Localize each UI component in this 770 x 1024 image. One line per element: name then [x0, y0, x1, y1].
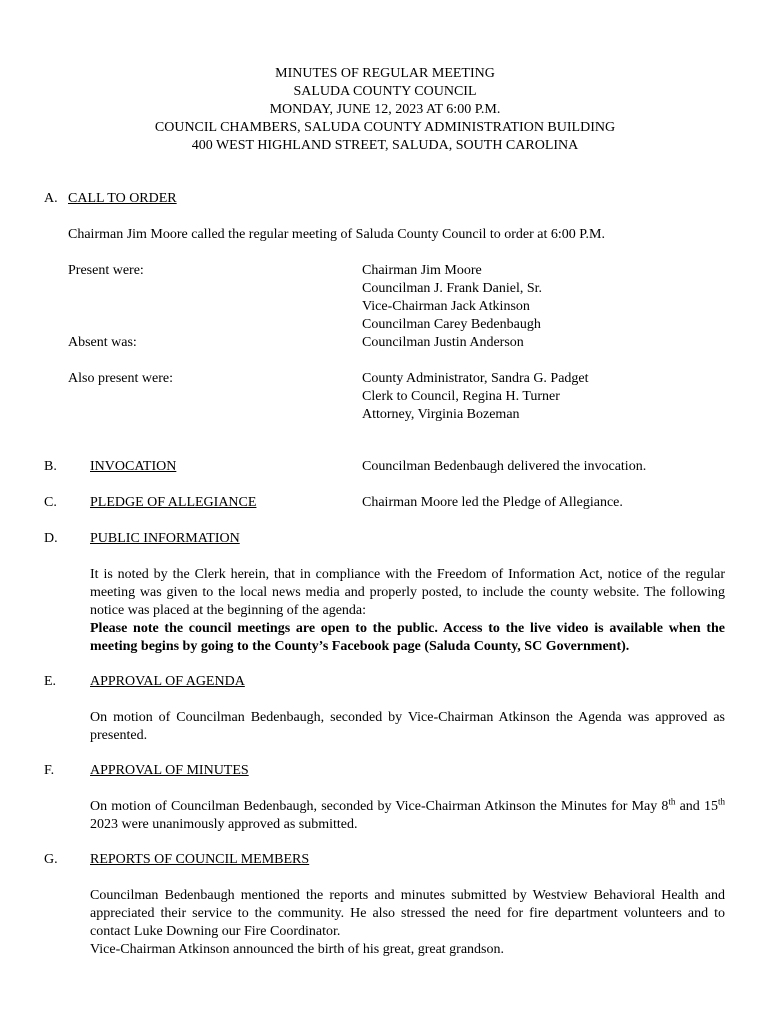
present-label: Present were:	[68, 263, 144, 278]
doc-title-line-3: MONDAY, JUNE 12, 2023 AT 6:00 P.M.	[269, 102, 501, 117]
present-member: Councilman Carey Bedenbaugh	[362, 317, 541, 332]
section-g-text: Councilman Bedenbaugh mentioned the reports and minutes submitted by Westview Behavioral Health and appreciated their service to the community. He also stressed the need for fire department volunteers and to contact Luke Downing our Fire Coordinator.	[90, 888, 725, 939]
also-present-member: Attorney, Virginia Bozeman	[362, 407, 520, 422]
section-b-text: Councilman Bedenbaugh delivered the invocation.	[362, 459, 647, 474]
doc-title-line-4: COUNCIL CHAMBERS, SALUDA COUNTY ADMINISTRATION BUILDING	[154, 120, 616, 135]
section-d-letter: D.	[44, 531, 58, 546]
section-c-text: Chairman Moore led the Pledge of Allegiance.	[362, 495, 623, 510]
section-d-notice: Please note the council meetings are open to the public. Access to the live video is available when the meeting begins by going to the County’s Facebook page (Saluda County, SC Government).	[90, 621, 725, 654]
section-c-letter: C.	[44, 495, 57, 510]
present-member: Vice-Chairman Jack Atkinson	[362, 299, 530, 314]
section-e-title: APPROVAL OF AGENDA	[90, 674, 245, 689]
section-a-title: CALL TO ORDER	[68, 191, 177, 206]
section-e-text: On motion of Councilman Bedenbaugh, seconded by Vice-Chairman Atkinson the Agenda was approved as presented.	[90, 710, 725, 743]
absent-label: Absent was:	[68, 335, 137, 350]
section-c-title: PLEDGE OF ALLEGIANCE	[90, 495, 257, 510]
section-f-text: On motion of Councilman Bedenbaugh, seconded by Vice-Chairman Atkinson the Minutes for May 8th and 15th 2023 were unanimously approved as submitted.	[90, 796, 725, 832]
present-member: Councilman J. Frank Daniel, Sr.	[362, 281, 543, 296]
section-b-title: INVOCATION	[90, 459, 177, 474]
section-f-title: APPROVAL OF MINUTES	[90, 763, 249, 778]
doc-title-line-2: SALUDA COUNTY COUNCIL	[293, 84, 477, 99]
also-present-label: Also present were:	[68, 371, 173, 386]
doc-title-line-5: 400 WEST HIGHLAND STREET, SALUDA, SOUTH CAROLINA	[191, 138, 579, 153]
section-f-letter: F.	[44, 763, 55, 778]
also-present-member: Clerk to Council, Regina H. Turner	[362, 389, 560, 404]
also-present-member: County Administrator, Sandra G. Padget	[362, 371, 589, 386]
section-e-letter: E.	[44, 674, 57, 689]
section-g-letter: G.	[44, 852, 58, 867]
absent-member: Councilman Justin Anderson	[362, 335, 524, 350]
present-member: Chairman Jim Moore	[362, 263, 482, 278]
section-g-title: REPORTS OF COUNCIL MEMBERS	[90, 852, 310, 867]
doc-title-line-1: MINUTES OF REGULAR MEETING	[275, 66, 495, 81]
section-d-text: It is noted by the Clerk herein, that in compliance with the Freedom of Information Act, notice of the regular meeting was given to the local news media and properly posted, to include the county website. The following notice was placed at the beginning of the agenda:	[90, 567, 725, 618]
section-a-letter: A.	[44, 191, 58, 206]
section-b-letter: B.	[44, 459, 57, 474]
section-a-text: Chairman Jim Moore called the regular meeting of Saluda County Council to order at 6:00 P.M.	[68, 227, 605, 242]
section-g-text-2: Vice-Chairman Atkinson announced the birth of his great, great grandson.	[90, 942, 504, 957]
section-d-title: PUBLIC INFORMATION	[90, 531, 240, 546]
